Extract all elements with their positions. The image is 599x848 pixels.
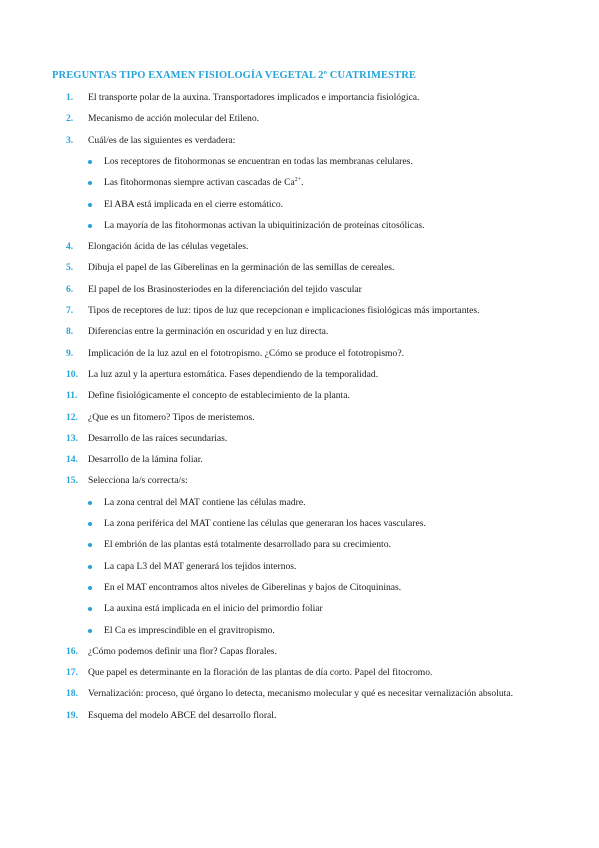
text-main: Selecciona la/s correcta/s: — [88, 475, 188, 487]
superscript: 2+ — [294, 177, 302, 183]
sub-option-text — [104, 497, 305, 509]
sub-option-text — [104, 199, 283, 211]
text-main: Desarrollo de la lámina foliar. — [88, 454, 203, 466]
question-text — [88, 262, 394, 274]
question-number: 18. — [66, 688, 78, 700]
question-text — [88, 667, 432, 679]
text-main: ¿Cómo podemos definir una flor? Capas florales. — [88, 645, 277, 657]
question-number: 3. — [66, 134, 74, 146]
text-main: Mecanismo de acción molecular del Etileno. — [88, 113, 260, 125]
sub-option-text — [104, 539, 391, 551]
text-main: Cuál/es de las siguientes es verdadera: — [88, 134, 236, 146]
sub-option-text — [104, 625, 275, 637]
text-suffix: . — [301, 177, 304, 189]
question-text — [88, 710, 276, 722]
question-text — [88, 241, 248, 253]
question-text — [88, 454, 203, 466]
text-main: Las fitohormonas siempre activan cascadas de Ca — [104, 177, 295, 189]
bullet-icon — [88, 501, 92, 505]
text-main: Vernalización: proceso, qué órgano lo detecta, mecanismo molecular y qué es necesitar vernalización absoluta. — [88, 688, 513, 700]
text-main: La zona central del MAT contiene las células madre. — [104, 496, 306, 508]
sub-option-text — [104, 156, 413, 168]
bullet-icon — [88, 586, 92, 590]
sub-option-text — [104, 177, 304, 189]
text-main: La auxina está implicada en el inicio del primordio foliar — [104, 603, 323, 615]
question-number: 4. — [66, 241, 74, 253]
text-main: Que papel es determinante en la floración de las plantas de día corto. Papel del fitocromo. — [88, 667, 433, 679]
sub-option-text — [104, 582, 401, 594]
question-number: 19. — [66, 709, 78, 721]
question-text — [88, 135, 235, 147]
text-main: La zona periférica del MAT contiene las células que generaran los haces vasculares. — [104, 518, 426, 529]
text-main: En el MAT encontramos altos niveles de Giberelinas y bajos de Citoquininas. — [104, 581, 402, 593]
question-number: 16. — [66, 645, 78, 657]
bullet-icon — [88, 629, 92, 633]
question-text — [88, 326, 328, 338]
question-number: 1. — [66, 92, 74, 103]
text-main: Define fisiológicamente el concepto de establecimiento de la planta. — [88, 390, 350, 402]
question-number: 15. — [66, 475, 78, 487]
text-main: El Ca es imprescindible en el gravitropismo. — [104, 624, 275, 636]
question-text — [88, 284, 362, 296]
text-main: Desarrollo de las raíces secundarias. — [88, 432, 228, 444]
text-main: Diferencias entre la germinación en oscuridad y en luz directa. — [88, 326, 329, 338]
text-main: Tipos de receptores de luz: tipos de luz que recepcionan e implicaciones fisiológicas más importantes. — [88, 305, 480, 316]
question-text — [88, 305, 480, 317]
question-text — [88, 646, 277, 658]
bullet-icon — [88, 224, 92, 228]
text-main: Elongación ácida de las células vegetales. — [88, 241, 249, 253]
question-number: 9. — [66, 347, 74, 359]
question-text — [88, 92, 419, 104]
question-text — [88, 412, 255, 424]
question-number: 11. — [66, 390, 78, 402]
question-number: 13. — [66, 432, 78, 444]
text-main: La capa L3 del MAT generará los tejidos internos. — [104, 560, 297, 572]
text-main: El transporte polar de la auxina. Transportadores implicados e importancia fisiológica. — [88, 92, 420, 103]
question-number: 12. — [66, 411, 78, 423]
text-main: La mayoría de las fitohormonas activan la ubiquitinización de proteínas citosólicas. — [104, 219, 425, 231]
bullet-icon — [88, 543, 92, 547]
question-text — [88, 348, 404, 360]
question-text — [88, 475, 188, 487]
sub-option-text — [104, 518, 426, 530]
sub-option-text — [104, 561, 296, 573]
text-main: Dibuja el papel de las Giberelinas en la germinación de las semillas de cereales. — [88, 262, 395, 274]
text-main: ¿Que es un fitomero? Tipos de meristemos. — [88, 411, 255, 423]
question-number: 14. — [66, 454, 78, 466]
text-main: El embrión de las plantas está totalmente desarrollado para su crecimiento. — [104, 539, 391, 551]
question-number: 8. — [66, 326, 74, 338]
bullet-icon — [88, 160, 92, 164]
bullet-icon — [88, 565, 92, 569]
bullet-icon — [88, 522, 92, 526]
question-number: 10. — [66, 368, 78, 380]
bullet-icon — [88, 203, 92, 207]
question-number: 2. — [66, 113, 74, 125]
question-number: 7. — [66, 305, 74, 316]
question-text — [88, 433, 227, 445]
question-text — [88, 688, 513, 700]
sub-option-text — [104, 603, 323, 615]
question-text — [88, 113, 259, 125]
question-number: 5. — [66, 262, 74, 274]
question-text — [88, 369, 378, 381]
question-number: 17. — [66, 667, 78, 679]
document-title: PREGUNTAS TIPO EXAMEN FISIOLOGÍA VEGETAL 2º CUATRIMESTRE — [52, 70, 416, 81]
text-main: La luz azul y la apertura estomática. Fases dependiendo de la temporalidad. — [88, 368, 379, 380]
bullet-icon — [88, 181, 92, 185]
text-main: Implicación de la luz azul en el fototropismo. ¿Cómo se produce el fototropismo?. — [88, 347, 404, 359]
text-main: Esquema del modelo ABCE del desarrollo floral. — [88, 709, 277, 721]
question-text — [88, 390, 350, 402]
question-number: 6. — [66, 283, 74, 295]
text-main: Los receptores de fitohormonas se encuentran en todas las membranas celulares. — [104, 155, 413, 167]
sub-option-text — [104, 220, 425, 232]
bullet-icon — [88, 607, 92, 611]
text-main: El ABA está implicada en el cierre estomático. — [104, 198, 284, 210]
text-main: El papel de los Brasinosteriodes en la diferenciación del tejido vascular — [88, 283, 362, 295]
